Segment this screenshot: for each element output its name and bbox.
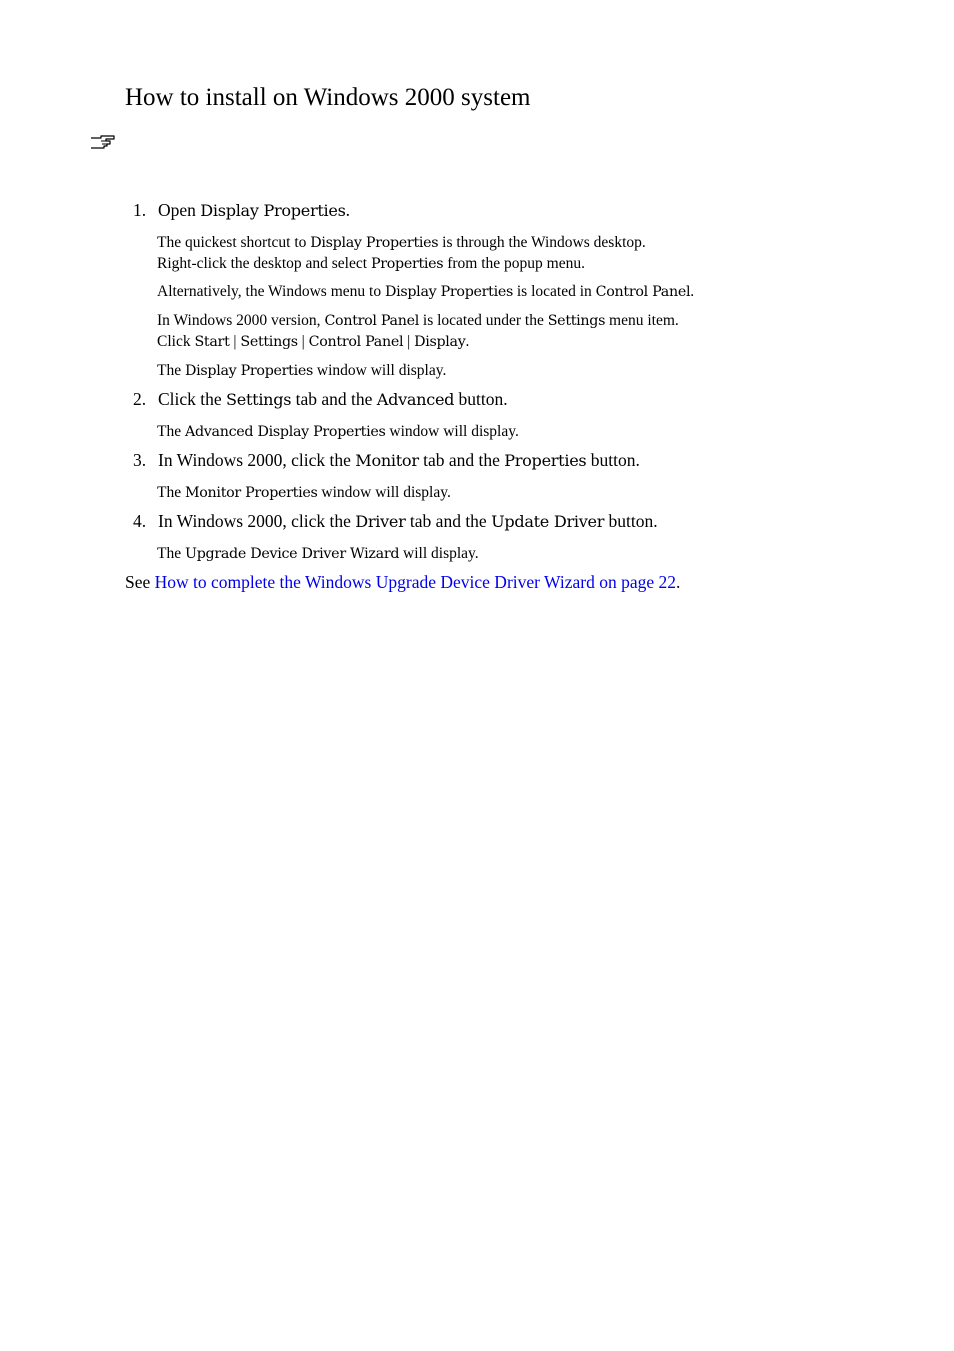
step-text: In Windows 2000, click the bbox=[158, 450, 356, 470]
text: is located under the bbox=[419, 312, 548, 329]
text: . bbox=[690, 283, 695, 300]
step-number: 3. bbox=[133, 450, 147, 470]
text: . bbox=[675, 572, 681, 592]
paragraph bbox=[157, 421, 519, 443]
text: window will display. bbox=[317, 484, 451, 501]
ui-term: Display Properties bbox=[384, 284, 513, 300]
separator: | bbox=[229, 333, 241, 350]
see-also bbox=[125, 572, 680, 593]
ui-term: Update Driver bbox=[491, 512, 605, 531]
step-3 bbox=[133, 450, 640, 471]
step-text: . bbox=[345, 200, 350, 220]
step-text: button. bbox=[604, 511, 658, 531]
paragraph bbox=[157, 543, 479, 565]
text: is through the Windows desktop. bbox=[438, 234, 646, 251]
text: Click bbox=[157, 333, 195, 350]
ui-term: Properties bbox=[370, 256, 444, 272]
step-text: tab and the bbox=[291, 389, 377, 409]
ui-term: Driver bbox=[355, 512, 406, 531]
text: is located in bbox=[513, 283, 596, 300]
step-text: tab and the bbox=[405, 511, 492, 531]
paragraph bbox=[157, 232, 646, 254]
paragraph bbox=[157, 310, 679, 332]
paragraph bbox=[157, 331, 469, 353]
text: Alternatively, the Windows menu to bbox=[157, 283, 385, 300]
text: . bbox=[465, 333, 470, 350]
step-4 bbox=[133, 511, 658, 532]
ui-term: Settings bbox=[240, 334, 298, 350]
step-2 bbox=[133, 389, 508, 410]
ui-term: Upgrade Device Driver Wizard bbox=[184, 546, 400, 562]
text: The bbox=[157, 484, 185, 501]
ui-term: Advanced Display Properties bbox=[184, 424, 386, 440]
ui-term: Monitor bbox=[355, 451, 419, 470]
ui-term: Start bbox=[194, 334, 230, 350]
ui-term: Control Panel bbox=[324, 313, 420, 329]
ui-term: Control Panel bbox=[595, 284, 691, 300]
step-text: tab and the bbox=[418, 450, 505, 470]
text: See bbox=[125, 572, 155, 592]
paragraph bbox=[157, 360, 446, 382]
text: In Windows 2000 version, bbox=[157, 312, 325, 329]
step-text: Open bbox=[158, 200, 201, 220]
text: from the popup menu. bbox=[443, 255, 585, 272]
ui-term: Settings bbox=[226, 390, 292, 409]
step-text: Click the bbox=[158, 389, 227, 409]
text: window will display. bbox=[385, 423, 519, 440]
step-text: button. bbox=[454, 389, 508, 409]
step-number: 1. bbox=[133, 200, 147, 220]
text: Right-click the desktop and select bbox=[157, 255, 371, 272]
pointing-hand-note-icon bbox=[89, 133, 117, 151]
ui-term: Display Properties bbox=[184, 363, 314, 379]
ui-term: Control Panel bbox=[308, 334, 404, 350]
text: The bbox=[157, 545, 185, 562]
text: The bbox=[157, 362, 185, 379]
ui-term: Properties bbox=[504, 451, 587, 470]
page-title: How to install on Windows 2000 system bbox=[125, 84, 531, 111]
separator: | bbox=[403, 333, 415, 350]
text: The quickest shortcut to bbox=[157, 234, 311, 251]
step-text: button. bbox=[586, 450, 640, 470]
text: window will display. bbox=[313, 362, 447, 379]
ui-term: Monitor Properties bbox=[184, 485, 318, 501]
ui-term: Settings bbox=[547, 313, 606, 329]
text: The bbox=[157, 423, 185, 440]
step-text: In Windows 2000, click the bbox=[158, 511, 356, 531]
wizard-page-link[interactable]: How to complete the Windows Upgrade Device Driver Wizard on page 22 bbox=[154, 572, 676, 592]
step-number: 2. bbox=[133, 389, 147, 409]
ui-term: Display Properties bbox=[200, 201, 346, 220]
text: menu item. bbox=[605, 312, 679, 329]
ui-term: Display bbox=[414, 334, 466, 350]
ui-term: Display Properties bbox=[310, 235, 439, 251]
step-1 bbox=[133, 200, 350, 221]
text: will display. bbox=[399, 545, 479, 562]
paragraph bbox=[157, 482, 451, 504]
separator: | bbox=[297, 333, 309, 350]
paragraph bbox=[157, 281, 694, 303]
paragraph bbox=[157, 253, 585, 275]
step-number: 4. bbox=[133, 511, 147, 531]
ui-term: Advanced bbox=[376, 390, 455, 409]
